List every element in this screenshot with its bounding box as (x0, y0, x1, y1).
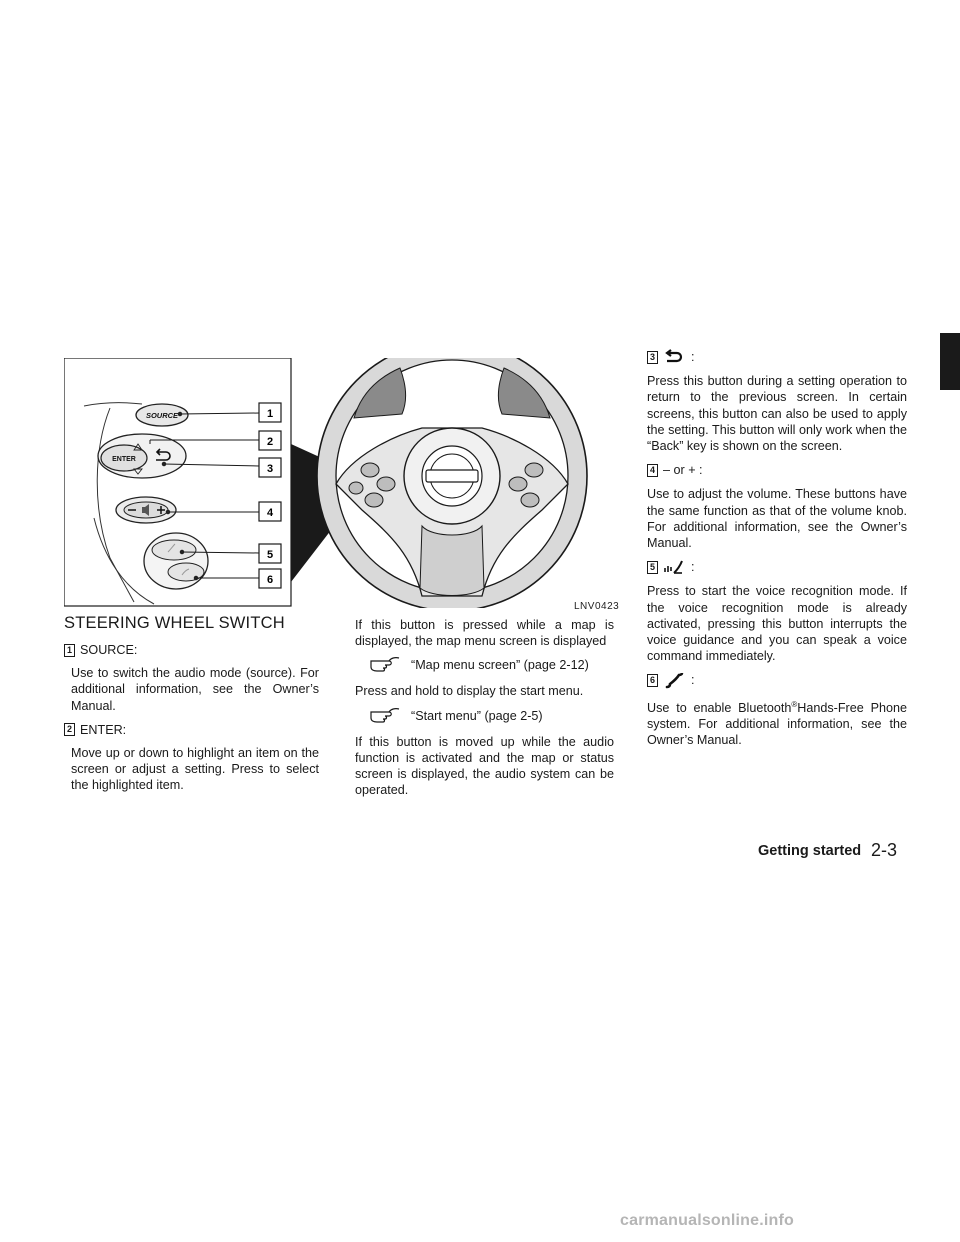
item-4-label: – or + : (663, 463, 703, 478)
map-menu-paragraph: If this button is pressed while a map is displayed, the map menu screen is displayed (355, 618, 614, 649)
source-button-label: SOURCE (145, 411, 179, 420)
callout-2: 2 (266, 436, 274, 448)
item-4-body: Use to adjust the volume. These buttons have the same function as that of the volume knob. For additional information, see the Owner’s Manual. (647, 487, 907, 551)
watermark: carmanualsonline.info (620, 1212, 795, 1229)
item-6-body-prefix: Use to enable Bluetooth (647, 700, 792, 715)
start-menu-reference-text[interactable]: “Start menu” (page 2-5) (411, 708, 543, 723)
item-4-title (647, 462, 907, 478)
enter-button-label: ENTER (112, 456, 136, 463)
item-number-box: 4 (647, 464, 658, 477)
callout-6: 6 (266, 574, 274, 586)
audio-paragraph: If this button is moved up while the audio function is activated and the map or status screen is displayed, the audio system can be operated. (355, 734, 614, 798)
item-number-box: 1 (64, 644, 75, 657)
item-5-title (647, 559, 907, 575)
map-menu-reference (355, 656, 614, 674)
steering-wheel-figure (64, 358, 624, 608)
steering-wheel (317, 358, 587, 608)
middle-column (355, 617, 614, 798)
callout-5: 5 (266, 549, 274, 561)
item-5-suffix: : (691, 560, 695, 575)
item-3-title (647, 349, 907, 365)
item-5-body: Press to start the voice recognition mode. If the voice recognition mode is already activated, pressing this button interrupts the voice guidance and you can speak a voice command immediately. (647, 584, 907, 664)
item-6-suffix: : (691, 673, 695, 688)
item-number-box: 5 (647, 561, 658, 574)
start-menu-paragraph: Press and hold to display the start menu. (355, 684, 584, 699)
item-1-label: SOURCE: (80, 643, 138, 657)
section-heading: STEERING WHEEL SWITCH (64, 614, 285, 632)
footer-page-number: 2-3 (871, 840, 898, 860)
item-3-body: Press this button during a setting operation to return to the previous screen. In certain screens, this button can also be used to apply the setting. This button will only work when the “Back” key is shown on the screen. (647, 374, 907, 454)
left-column (64, 642, 319, 794)
item-3-suffix: : (691, 350, 695, 364)
item-1-title (64, 642, 319, 658)
footer-section-title: Getting started (758, 843, 862, 859)
item-2-label: ENTER: (80, 722, 127, 737)
registered-mark: ® (791, 699, 798, 709)
item-number-box: 6 (647, 674, 658, 687)
map-menu-reference-text[interactable]: “Map menu screen” (page 2-12) (411, 658, 589, 673)
item-2-title (64, 722, 319, 738)
start-menu-reference (355, 707, 614, 725)
talk-button (152, 540, 196, 560)
item-number-box: 3 (647, 351, 658, 364)
pointing-hand-icon (369, 707, 403, 725)
item-number-box: 2 (64, 723, 75, 736)
phone-icon (663, 673, 685, 689)
item-6-body-suffix: Hands-Free Phone system. For additional information, see the Owner’s Manual. (647, 700, 907, 748)
figure-code: LNV0423 (574, 601, 620, 612)
callout-3: 3 (266, 463, 274, 475)
callout-4: 4 (266, 507, 274, 519)
callout-1: 1 (266, 408, 274, 420)
pointing-hand-icon (369, 656, 403, 674)
item-6-body (647, 697, 907, 749)
voice-recognition-icon (663, 559, 685, 575)
item-6-title (647, 672, 907, 688)
right-column (647, 349, 907, 748)
chapter-tab-marker (940, 333, 960, 390)
item-2-body: Move up or down to highlight an item on the screen or adjust a setting. Press to select the highlighted item. (71, 746, 319, 793)
item-1-body: Use to switch the audio mode (source). For additional information, see the Owner’s Manual. (71, 666, 319, 713)
back-arrow-icon (663, 349, 685, 365)
